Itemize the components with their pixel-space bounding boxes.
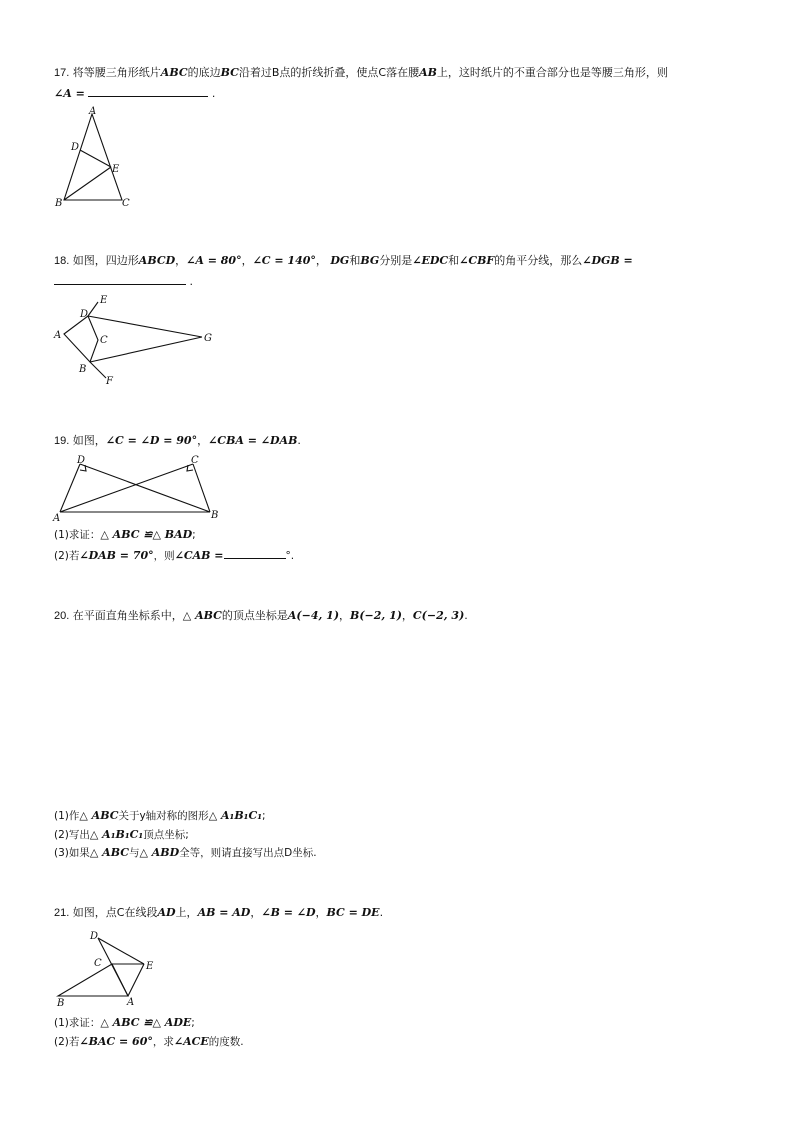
q18-line-1 xyxy=(54,254,633,268)
q17-abc: ABC xyxy=(160,66,188,79)
q18-label-b: B xyxy=(79,364,87,375)
q18-line-2 xyxy=(54,273,193,289)
q21-part2-math2: ∠ACE xyxy=(173,1035,209,1048)
q20-part3-tri1: △ ABC xyxy=(89,846,129,859)
q20-part3-mid: 与 xyxy=(128,847,140,859)
q18-answer-blank[interactable] xyxy=(54,273,186,285)
q18-sep3: ， xyxy=(315,254,327,267)
q21-triangle-abc xyxy=(58,964,128,996)
q19-part1 xyxy=(54,528,196,542)
q21-part1-math: △ ABC ≌△ ADE xyxy=(100,1016,192,1029)
q18-ray-de xyxy=(88,302,98,316)
q21-end: . xyxy=(379,906,384,919)
q20-part2-end: 顶点坐标; xyxy=(143,829,189,841)
q19-figure xyxy=(50,452,220,524)
q19-part2-end: °. xyxy=(285,550,295,562)
q21-cond3: BC = DE xyxy=(326,906,380,919)
q21-line-1 xyxy=(54,906,383,920)
q20-point-c: C(−2, 3) xyxy=(412,609,465,622)
q19-answer-blank[interactable] xyxy=(224,547,286,559)
q20-line-1 xyxy=(54,609,468,623)
q18-text-b: 分别是 xyxy=(379,254,413,267)
q21-part2-end: 的度数. xyxy=(208,1036,244,1048)
q17-text-a: 将等腰三角形纸片 xyxy=(72,66,161,79)
q19-segment-bd xyxy=(80,464,210,512)
q20-point-b: B(−2, 1) xyxy=(350,609,402,622)
q20-part1-mid: 关于y轴对称的图形 xyxy=(118,810,209,822)
q19-part2-prefix: (2)若 xyxy=(54,550,80,562)
q21-sep2: ， xyxy=(315,906,327,919)
q18-dgb: ∠DGB = xyxy=(582,254,633,267)
q17-text-b: 的底边 xyxy=(187,66,221,79)
q20-part3-tri2: △ ABD xyxy=(139,846,180,859)
q19-label-c: C xyxy=(191,455,199,466)
q18-sep1: ， xyxy=(175,254,187,267)
q21-part2 xyxy=(54,1035,244,1049)
q18-ray-bf xyxy=(90,362,106,378)
q18-abcd: ABCD xyxy=(138,254,176,267)
q20-end: . xyxy=(464,609,468,622)
q20-part3-prefix: (3)如果 xyxy=(54,847,90,859)
q21-text-b: 上， xyxy=(175,906,198,919)
q21-sep1: ， xyxy=(250,906,262,919)
q20-part1-tri: △ ABC xyxy=(79,809,119,822)
q20-part2-tri: △ A₁B₁C₁ xyxy=(89,828,144,841)
q19-number: 19. xyxy=(54,435,70,447)
q21-label-a: A xyxy=(127,997,135,1008)
q18-edc: ∠EDC xyxy=(412,254,449,267)
q18-figure xyxy=(50,290,220,390)
q19-part2-math1: ∠DAB = 70° xyxy=(79,549,154,562)
q18-segment-dg xyxy=(88,316,202,337)
q20-part2-prefix: (2)写出 xyxy=(54,829,90,841)
q18-angle-c: ∠C = 140° xyxy=(252,254,316,267)
q21-label-d: D xyxy=(90,931,99,942)
q21-number: 21. xyxy=(54,907,70,919)
q17-end: . xyxy=(211,87,216,100)
q18-label-f: F xyxy=(106,376,113,387)
q20-part1-prefix: (1)作 xyxy=(54,810,80,822)
q20-part3 xyxy=(54,846,317,860)
q21-part1-end: ; xyxy=(191,1017,195,1029)
q19-part1-end: ; xyxy=(192,529,196,541)
q17-text-d: 上，这时纸片的不重合部分也是等腰三角形，则 xyxy=(436,66,668,79)
q20-part1 xyxy=(54,809,266,823)
q21-label-e: E xyxy=(146,961,154,972)
q18-label-c: C xyxy=(100,335,108,346)
q18-text-c: 的角平分线，那么 xyxy=(494,254,583,267)
q17-answer-blank[interactable] xyxy=(88,85,208,97)
q21-segment-ea xyxy=(128,964,144,996)
q18-angle-a: ∠A = 80° xyxy=(186,254,242,267)
q20-sep1: ， xyxy=(339,609,351,622)
q18-bg: BG xyxy=(360,254,380,267)
q17-angle-a: ∠A = xyxy=(54,87,85,100)
q21-part1 xyxy=(54,1016,195,1030)
q18-label-g: G xyxy=(204,333,212,344)
q17-segment-de xyxy=(80,150,111,167)
q17-label-d: D xyxy=(71,142,80,153)
q19-part1-prefix: (1)求证： xyxy=(54,529,101,541)
q21-label-c: C xyxy=(94,958,102,969)
q18-label-e: E xyxy=(100,295,108,306)
q17-ab: AB xyxy=(419,66,437,79)
q19-line-1 xyxy=(54,434,301,448)
q18-end: . xyxy=(189,275,193,288)
q21-figure xyxy=(52,926,172,1008)
q17-line-2 xyxy=(54,85,215,101)
q18-and2: 和 xyxy=(448,254,460,267)
q21-part1-prefix: (1)求证： xyxy=(54,1017,101,1029)
q20-part1-tri2: △ A₁B₁C₁ xyxy=(208,809,263,822)
q18-label-a: A xyxy=(54,330,62,341)
q19-label-a: A xyxy=(53,513,61,524)
q17-text-c: 沿着过B点的折线折叠，使点C落在腰 xyxy=(238,66,420,79)
q19-part2 xyxy=(54,547,294,563)
q19-segment-bc xyxy=(193,464,210,512)
q17-label-a: A xyxy=(89,106,97,117)
q17-number: 17. xyxy=(54,67,70,79)
q19-label-b: B xyxy=(211,510,219,521)
q19-end: . xyxy=(297,434,301,447)
q17-line-1 xyxy=(54,66,668,80)
q18-number: 18. xyxy=(54,255,70,267)
q19-part2-math2: ∠CAB = xyxy=(174,549,224,562)
q18-sep2: ， xyxy=(241,254,253,267)
q21-part2-mid: ，求 xyxy=(152,1036,174,1048)
q17-figure xyxy=(50,104,150,214)
q20-text-b: 的顶点坐标是 xyxy=(221,609,288,622)
q18-dg: DG xyxy=(330,254,350,267)
q18-and1: 和 xyxy=(349,254,361,267)
q21-part2-prefix: (2)若 xyxy=(54,1036,80,1048)
q18-cbf: ∠CBF xyxy=(459,254,495,267)
q21-label-b: B xyxy=(57,998,65,1008)
q21-text-a: 如图，点C在线段 xyxy=(72,906,158,919)
q19-part2-mid: ，则 xyxy=(153,550,175,562)
q21-part2-math1: ∠BAC = 60° xyxy=(79,1035,153,1048)
q20-tri: △ ABC xyxy=(182,609,222,622)
q20-point-a: A(−4, 1) xyxy=(287,609,340,622)
q18-label-d: D xyxy=(80,309,89,320)
q19-segment-ac xyxy=(60,464,193,512)
q18-quadrilateral xyxy=(64,316,98,362)
q17-fold-line-be xyxy=(64,167,111,200)
q20-part3-end: 全等，则请直接写出点D坐标. xyxy=(179,847,317,859)
q19-text-a: 如图， xyxy=(72,434,106,447)
q19-sep: ， xyxy=(197,434,209,447)
q20-text-a: 在平面直角坐标系中， xyxy=(72,609,183,622)
q19-label-d: D xyxy=(77,455,86,466)
q19-cond1: ∠C = ∠D = 90° xyxy=(105,434,198,447)
q17-label-c: C xyxy=(122,198,130,209)
q19-part1-math: △ ABC ≌△ BAD xyxy=(100,528,193,541)
q17-label-e: E xyxy=(112,164,120,175)
q20-number: 20. xyxy=(54,610,70,622)
q17-label-b: B xyxy=(55,198,63,209)
q17-bc: BC xyxy=(220,66,239,79)
q21-ad: AD xyxy=(157,906,176,919)
q19-segment-ad xyxy=(60,464,80,512)
q20-sep2: ， xyxy=(401,609,413,622)
q21-cond2: ∠B = ∠D xyxy=(261,906,316,919)
q20-part1-end: ; xyxy=(262,810,266,822)
q19-cond2: ∠CBA = ∠DAB xyxy=(208,434,298,447)
q18-text-a: 如图，四边形 xyxy=(72,254,139,267)
q21-cond1: AB = AD xyxy=(197,906,251,919)
q20-part2 xyxy=(54,828,189,842)
